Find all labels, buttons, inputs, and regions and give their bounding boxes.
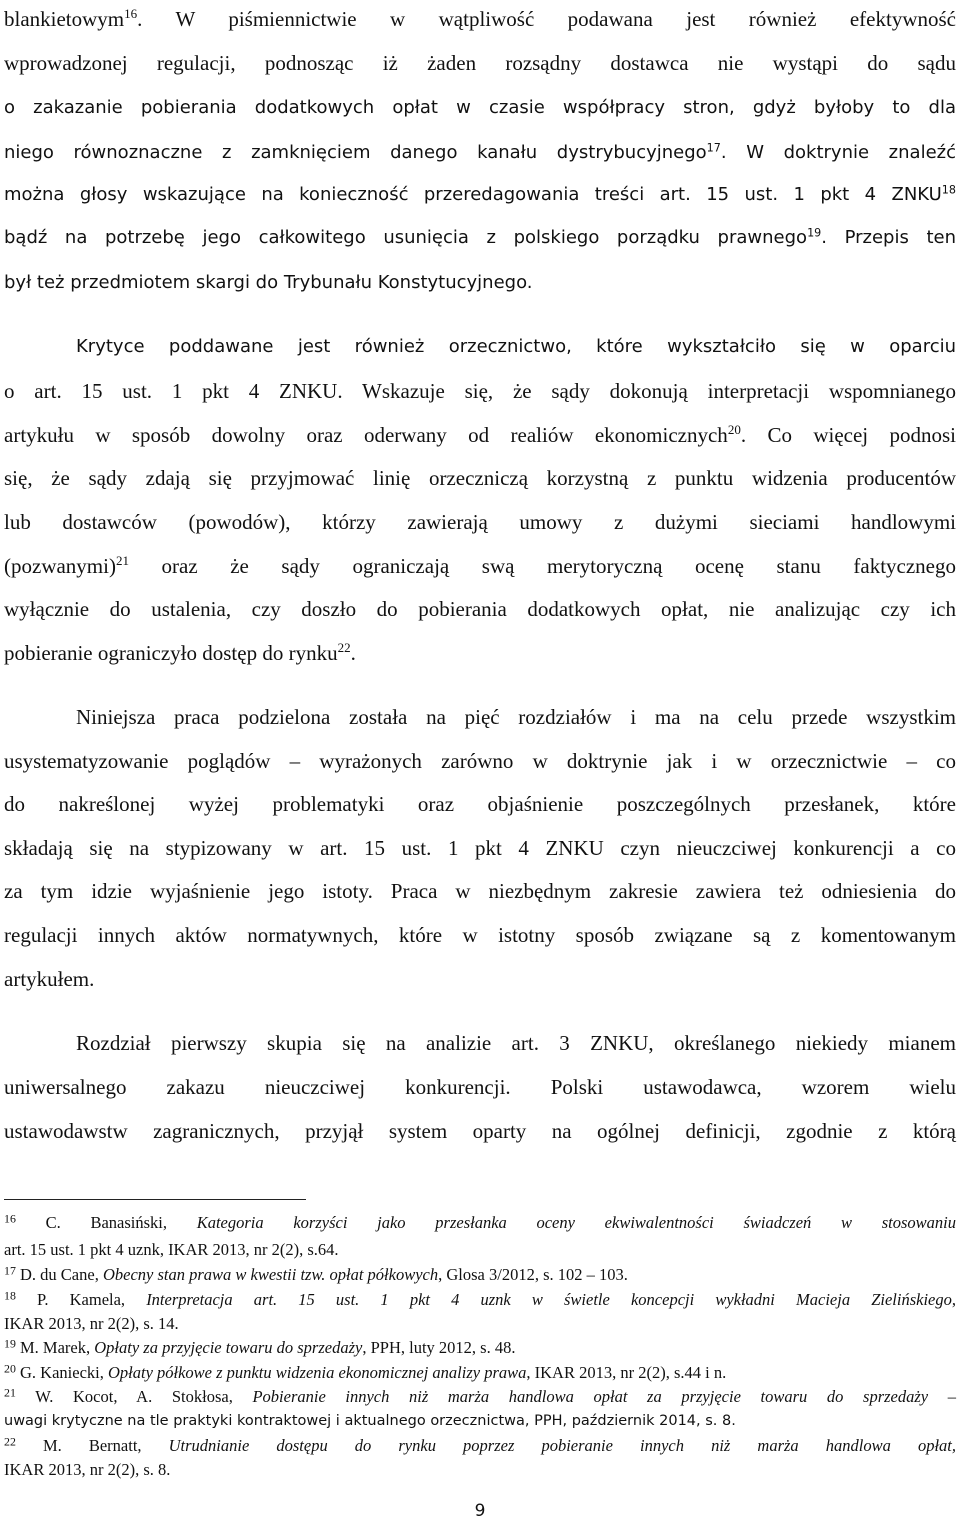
body-line: artykułem. [4, 967, 95, 991]
footnote-17 [4, 1265, 956, 1285]
footnote-number: 20 [4, 1361, 16, 1376]
footnote-18 [4, 1290, 956, 1310]
text: bądź na potrzebę jego całkowitego usunięcia z polskiego porządku prawnego [4, 227, 808, 248]
text: . W piśmiennictwie w wątpliwość podawana jest również efektywność [137, 7, 956, 31]
text: M. Marek, [15, 1338, 95, 1357]
body-line [4, 6, 956, 32]
footnote-22 [4, 1436, 956, 1456]
body-line: wyłącznie do ustalenia, czy doszło do pobierania dodatkowych opłat, nie analizując czy ich [4, 597, 956, 621]
body-line: Niniejsza praca podzielona została na pięć rozdziałów i ma na celu przede wszystkim [76, 705, 956, 729]
text: M. Bernatt, [15, 1436, 169, 1455]
body-line [4, 422, 956, 448]
body-line: wprowadzonej regulacji, podnosząc iż żaden rozsądny dostawca nie wystąpi do sądu [4, 51, 956, 75]
body-line: regulacji innych aktów normatywnych, które w istotny sposób związane są z komentowanym [4, 923, 956, 947]
footnote-20 [4, 1363, 956, 1383]
text: , IKAR 2013, nr 2(2), s.44 i n. [526, 1363, 727, 1382]
body-line: Krytyce poddawane jest również orzecznictwo, które wykształciło się w oparciu [76, 336, 956, 357]
footnote-ref: 21 [115, 553, 129, 569]
text: blankietowym [4, 7, 125, 31]
text: W. Kocot, A. Stokłosa, [15, 1387, 253, 1406]
text: , [951, 1290, 956, 1309]
footnote-16 [4, 1213, 956, 1233]
body-line: za tym idzie wyjaśnienie jego istoty. Praca w niezbędnym zakresie zawiera też odniesienia do [4, 879, 956, 903]
footnote-separator [4, 1199, 306, 1200]
body-line: do nakreślonej wyżej problematyki oraz objaśnienie poszczególnych przesłanek, które [4, 792, 956, 816]
footnote-ref: 16 [124, 6, 138, 22]
text: , Glosa 3/2012, s. 102 – 103. [438, 1265, 628, 1284]
body-line [4, 225, 956, 251]
body-line [4, 640, 956, 666]
body-line: składają się na stypizowany w art. 15 ust. 1 pkt 4 ZNKU czyn nieuczciwej konkurencji a co [4, 836, 956, 860]
footnote-number: 16 [4, 1211, 16, 1226]
body-line [4, 140, 956, 166]
text: Opłaty półkowe z punktu widzenia ekonomicznej analizy prawa [107, 1363, 527, 1382]
text: . W doktrynie znaleźć [720, 142, 956, 163]
footnote-19 [4, 1338, 956, 1358]
text: Pobieranie innych niż marża handlowa opłat za przyjęcie towaru do sprzedaży – [252, 1387, 956, 1406]
footnote-21-cont [4, 1411, 956, 1431]
page-number: 9 [474, 1501, 486, 1521]
text: Obecny stan prawa w kwestii tzw. opłat półkowych [102, 1265, 439, 1284]
footnote-number: 17 [4, 1263, 16, 1278]
footnote-number: 22 [4, 1434, 16, 1449]
text: P. Kamela, [15, 1290, 147, 1309]
footnote-number: 19 [4, 1336, 16, 1351]
footnote-ref: 19 [807, 226, 822, 240]
footnote-18-cont: IKAR 2013, nr 2(2), s. 14. [4, 1314, 179, 1333]
text: D. du Cane, [15, 1265, 103, 1284]
footnote-number: 18 [4, 1288, 16, 1303]
footnote-number: 21 [4, 1385, 16, 1400]
body-line: Rozdział pierwszy skupia się na analizie art. 3 ZNKU, określanego niekiedy mianem [76, 1031, 956, 1055]
text: pobieranie ograniczyło dostęp do rynku [4, 641, 338, 665]
text: Interpretacja art. 15 ust. 1 pkt 4 uznk w świetle koncepcji wykładni Macieja Zielińskiego [146, 1290, 952, 1309]
text: można głosy wskazujące na konieczność przeredagowania treści art. 15 ust. 1 pkt 4 ZNKU [4, 184, 942, 205]
text: artykułu w sposób dowolny oraz oderwany od realiów ekonomicznych [4, 423, 728, 447]
footnote-16-cont: art. 15 ust. 1 pkt 4 uznk, IKAR 2013, nr 2(2), s.64. [4, 1240, 339, 1259]
text: , PPH, luty 2012, s. 48. [362, 1338, 516, 1357]
text: niego równoznaczne z zamknięciem danego kanału dystrybucyjnego [4, 142, 707, 163]
text: . [350, 641, 356, 665]
text: G. Kaniecki, [15, 1363, 108, 1382]
body-line: ustawodawstw zagranicznych, przyjął system oparty na ogólnej definicji, zgodnie z którą [4, 1119, 956, 1143]
text: Kategoria korzyści jako przesłanka oceny ekwiwalentności świadczeń w stosowaniu [196, 1213, 957, 1232]
text: uwagi krytyczne na tle praktyki kontraktowej i aktualnego orzecznictwa [4, 1413, 525, 1429]
body-line: się, że sądy zdają się przyjmować linię orzeczniczą korzystną z punktu widzenia producentów [4, 466, 956, 490]
footnote-ref: 18 [941, 183, 956, 197]
text: . Co więcej podnosi [740, 423, 956, 447]
body-line [4, 553, 956, 579]
body-line: uniwersalnego zakazu nieuczciwej konkurencji. Polski ustawodawca, wzorem wielu [4, 1075, 956, 1099]
text: C. Banasiński, [15, 1213, 197, 1232]
text: . Przepis ten [821, 227, 956, 248]
body-line: usystematyzowanie poglądów – wyrażonych zarówno w doktrynie jak i w orzecznictwie – co [4, 749, 956, 773]
body-line: o art. 15 ust. 1 pkt 4 ZNKU. Wskazuje się, że sądy dokonują interpretacji wspomnianego [4, 379, 956, 403]
body-line [4, 182, 956, 208]
body-line: był też przedmiotem skargi do Trybunału Konstytucyjnego. [4, 272, 533, 293]
text: Utrudnianie dostępu do rynku poprzez pobieranie innych niż marża handlowa opłat, [168, 1436, 956, 1455]
text: Opłaty za przyjęcie towaru do sprzedaży [94, 1338, 363, 1357]
body-line: lub dostawców (powodów), którzy zawierają umowy z dużymi sieciami handlowymi [4, 510, 956, 534]
text: , PPH, październik 2014, s. 8. [524, 1413, 736, 1429]
body-line: o zakazanie pobierania dodatkowych opłat w czasie współpracy stron, gdyż byłoby to dla [4, 97, 956, 118]
footnote-ref: 20 [727, 422, 741, 438]
text: (pozwanymi) [4, 554, 116, 578]
footnote-ref: 17 [706, 141, 721, 155]
footnote-22-cont: IKAR 2013, nr 2(2), s. 8. [4, 1460, 171, 1479]
text: oraz że sądy ograniczają swą merytoryczną ocenę stanu faktycznego [128, 554, 956, 578]
footnote-ref: 22 [337, 640, 351, 656]
footnote-21 [4, 1387, 956, 1407]
